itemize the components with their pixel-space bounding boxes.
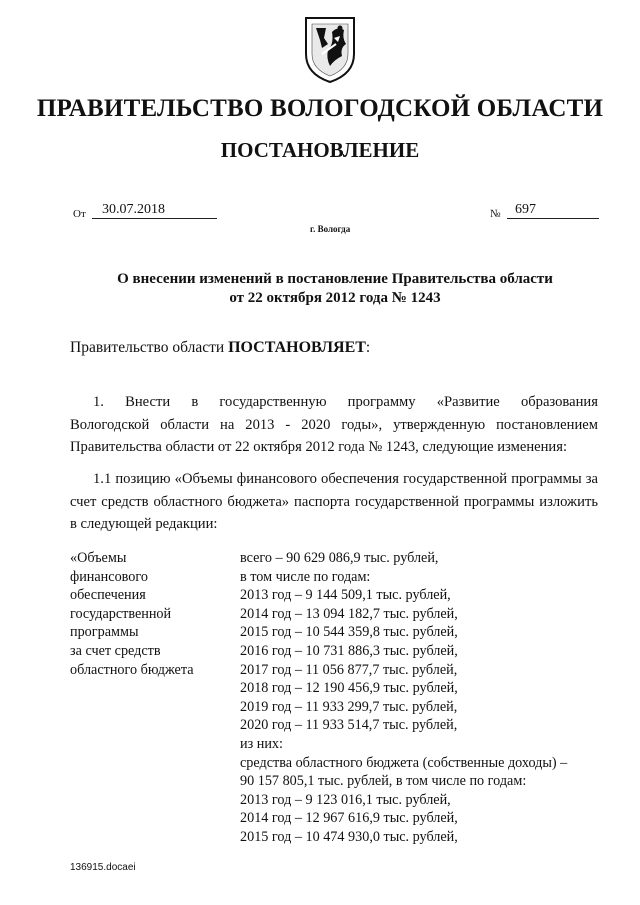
label-line: программы — [70, 624, 139, 641]
value-line: 2016 год – 10 731 886,3 тыс. рублей, — [240, 642, 458, 659]
value-line: 2019 год – 11 933 299,7 тыс. рублей, — [240, 698, 458, 715]
value-line: 90 157 805,1 тыс. рублей, в том числе по годам: — [240, 773, 527, 790]
value-line: всего – 90 629 086,9 тыс. рублей, — [240, 550, 439, 566]
value-line: в том числе по годам: — [240, 568, 371, 585]
paragraph-1-first-line — [70, 391, 598, 414]
document-number: 697 — [507, 202, 599, 219]
decree-verb: ПОСТАНОВЛЯЕТ — [228, 339, 366, 356]
word: образования — [520, 394, 598, 410]
label-line: «Объемы — [70, 550, 127, 566]
decree-statement — [70, 339, 370, 357]
subject-line: от 22 октября 2012 года № 1243 — [229, 290, 441, 306]
vologda-coat-of-arms-icon — [302, 14, 358, 86]
value-line: из них: — [240, 735, 283, 752]
document-date: 30.07.2018 — [92, 202, 217, 219]
label-line: обеспечения — [70, 587, 146, 604]
word: Внести — [125, 394, 171, 410]
word: 1. — [93, 394, 104, 410]
decree-suffix: : — [365, 339, 371, 356]
document-type: ПОСТАНОВЛЕНИЕ — [220, 138, 420, 162]
value-line: 2014 год – 13 094 182,7 тыс. рублей, — [240, 605, 458, 622]
label-line: областного бюджета — [70, 661, 194, 678]
decree-prefix: Правительство области — [70, 339, 225, 356]
label-line: государственной — [70, 605, 172, 622]
document-subject — [70, 270, 600, 308]
value-line: 2015 год – 10 544 359,8 тыс. рублей, — [240, 624, 458, 641]
subject-line: О внесении изменений в постановление Правительства области — [117, 271, 553, 287]
paragraph-1 — [70, 391, 598, 459]
date-label: От — [73, 208, 86, 220]
word: в — [191, 394, 199, 410]
funding-label-column — [70, 549, 240, 679]
government-title: ПРАВИТЕЛЬСТВО ВОЛОГОДСКОЙ ОБЛАСТИ — [36, 95, 604, 122]
word: государственную — [219, 394, 327, 410]
value-line: 2014 год – 12 967 616,9 тыс. рублей, — [240, 810, 458, 827]
value-line: 2017 год – 11 056 877,7 тыс. рублей, — [240, 661, 458, 678]
number-label: № — [490, 208, 501, 220]
value-line: 2018 год – 12 190 456,9 тыс. рублей, — [240, 680, 458, 697]
file-name: 136915.docaei — [70, 862, 136, 873]
label-line: финансового — [70, 568, 148, 585]
word: программу — [347, 394, 416, 410]
value-line: средства областного бюджета (собственные доходы) – — [240, 754, 568, 771]
value-line: 2013 год – 9 123 016,1 тыс. рублей, — [240, 791, 451, 808]
city: г. Вологда — [310, 224, 351, 234]
label-line: за счет средств — [70, 642, 161, 659]
funding-values-column — [240, 549, 610, 847]
paragraph-1-rest: Вологодской области на 2013 - 2020 годы», утвержденную постановлением Правительства области от 22 октября 2012 года № 1243, следующие изменения: — [70, 416, 598, 455]
word: «Развитие — [436, 394, 500, 410]
value-line: 2015 год – 10 474 930,0 тыс. рублей, — [240, 828, 458, 845]
value-line: 2020 год – 11 933 514,7 тыс. рублей, — [240, 717, 458, 734]
paragraph-1-1: 1.1 позицию «Объемы финансового обеспечения государственной программы за счет средств областного бюджета» паспорта государственной программы изложить в следующей редакции: — [70, 471, 598, 532]
value-line: 2013 год – 9 144 509,1 тыс. рублей, — [240, 587, 451, 604]
